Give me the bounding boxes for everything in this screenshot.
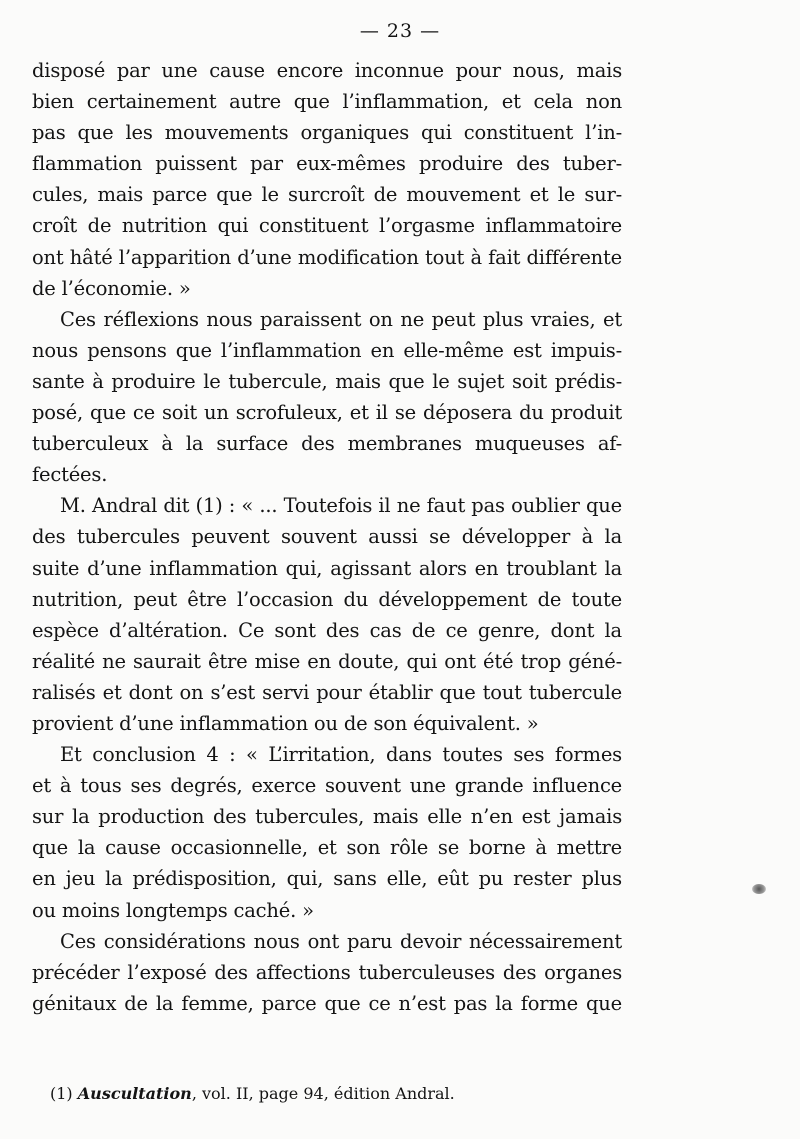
text-line: espèce d’altération. Ce sont des cas de ce genre, dont la — [32, 618, 622, 642]
body-text — [32, 55, 622, 1019]
text-line: flammation puissent par eux-mêmes produire des tuber- — [32, 152, 622, 176]
text-line: Et conclusion 4 : « L’irritation, dans toutes ses formes — [60, 743, 622, 767]
text-line: provient d’une inflammation ou de son équivalent. » — [32, 711, 539, 735]
ink-smudge — [752, 884, 766, 894]
text-line: pas que les mouvements organiques qui constituent l’in- — [32, 121, 622, 145]
footnote-marker: (1) — [50, 1084, 73, 1103]
text-line: nous pensons que l’inflammation en elle-même est impuis- — [32, 338, 622, 362]
text-line: posé, que ce soit un scrofuleux, et il se déposera du produit — [32, 401, 622, 425]
text-line: ont hâté l’apparition d’une modification tout à fait différente — [32, 245, 622, 269]
text-line: cules, mais parce que le surcroît de mouvement et le sur- — [32, 183, 622, 207]
footnote — [50, 1084, 455, 1103]
text-line: Ces réflexions nous paraissent on ne peut plus vraies, et — [60, 307, 622, 331]
text-line: sante à produire le tubercule, mais que le sujet soit prédis- — [32, 369, 622, 393]
text-line: que la cause occasionnelle, et son rôle se borne à mettre — [32, 836, 622, 860]
text-line: fectées. — [32, 463, 108, 487]
text-line: et à tous ses degrés, exerce souvent une grande influence — [32, 774, 622, 798]
text-line: en jeu la prédisposition, qui, sans elle, eût pu rester plus — [32, 867, 622, 891]
text-line: ou moins longtemps caché. » — [32, 898, 314, 922]
text-line: de l’économie. » — [32, 276, 191, 300]
text-line: croît de nutrition qui constituent l’orgasme inflammatoire — [32, 214, 622, 238]
text-line: sur la production des tubercules, mais elle n’en est jamais — [32, 805, 622, 829]
text-line: tuberculeux à la surface des membranes muqueuses af- — [32, 432, 622, 456]
text-line: bien certainement autre que l’inflammation, et cela non — [32, 90, 622, 114]
text-line: des tubercules peuvent souvent aussi se développer à la — [32, 525, 622, 549]
footnote-text: , vol. II, page 94, édition Andral. — [191, 1084, 455, 1103]
footnote-title: Auscultation — [77, 1084, 192, 1103]
text-line: génitaux de la femme, parce que ce n’est pas la forme que — [32, 991, 622, 1015]
text-line: précéder l’exposé des affections tuberculeuses des organes — [32, 960, 622, 984]
text-line: réalité ne saurait être mise en doute, qui ont été trop géné- — [32, 649, 622, 673]
text-line: M. Andral dit (1) : « ... Toutefois il ne faut pas oublier que — [60, 494, 622, 518]
page-number: — 23 — — [359, 20, 441, 42]
text-line: disposé par une cause encore inconnue pour nous, mais — [32, 59, 622, 82]
text-line: ralisés et dont on s’est servi pour établir que tout tubercule — [32, 680, 622, 704]
text-line: Ces considérations nous ont paru devoir nécessairement — [60, 929, 622, 953]
text-line: suite d’une inflammation qui, agissant alors en troublant la — [32, 556, 622, 580]
text-line: nutrition, peut être l’occasion du développement de toute — [32, 587, 622, 611]
